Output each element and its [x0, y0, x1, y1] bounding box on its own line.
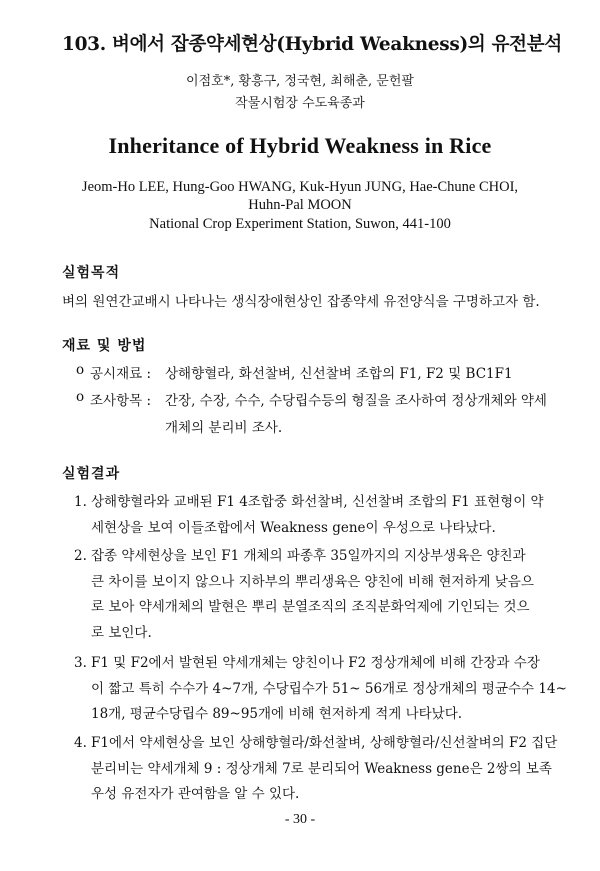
paper-title-english: Inheritance of Hybrid Weakness in Rice — [108, 133, 492, 158]
methods-item2-line1: 간장, 수장, 수수, 수당립수등의 형질을 조사하여 정상개체와 약세 — [165, 393, 547, 409]
results-item-line: 세현상을 보여 이들조합에서 Weakness gene이 우성으로 나타났다. — [91, 519, 496, 536]
affiliation-english: National Crop Experiment Station, Suwon, 441-100 — [149, 216, 451, 232]
results-item-line: 우성 유전자가 관여함을 알 수 있다. — [91, 786, 300, 802]
authors-english-line2: Huhn-Pal MOON — [248, 197, 352, 213]
results-item-line: F1에서 약세현상을 보인 상해향혈라/화선찰벼, 상해향혈라/신선찰벼의 F2 집단 — [91, 735, 558, 751]
results-item-line: 로 보아 약세개체의 발현은 뿌리 분열조직의 조직분화억제에 기인되는 것으 — [91, 599, 530, 615]
results-item-line: 로 보인다. — [91, 624, 152, 641]
results-item-line: 상해향혈라와 교배된 F1 4조합중 화선찰벼, 신선찰벼 조합의 F1 표현형이 약 — [91, 494, 544, 510]
results-item-1 — [74, 490, 554, 542]
results-item-number: 3. — [74, 655, 87, 671]
results-item-line: F1 및 F2에서 발현된 약세개체는 양친이나 F2 정상개체에 비해 간장과 수장 — [91, 655, 540, 671]
results-item-line: 분리비는 약세개체 9 : 정상개체 7로 분리되어 Weakness gene은 2쌍의 보족 — [91, 760, 552, 777]
results-item-line: 큰 차이를 보이지 않으나 지하부의 뿌리생육은 양친에 비해 현저하게 낮음으 — [91, 573, 534, 590]
results-item-line: 이 짧고 특히 수수가 4~7개, 수당립수가 51~ 56개로 정상개체의 평균수수 14~ — [91, 680, 567, 697]
page-number: - 30 - — [284, 812, 316, 827]
results-item-number: 2. — [74, 548, 87, 564]
results-item-4 — [74, 731, 558, 809]
methods-item1-bullet: o — [76, 362, 85, 378]
methods-heading: 재료 및 방법 — [62, 338, 147, 354]
methods-item2-bullet: o — [76, 389, 85, 405]
results-item-number: 1. — [74, 494, 87, 510]
paper-title-korean: 103. 벼에서 잡종약세현상(Hybrid Weakness)의 유전분석 — [62, 34, 562, 55]
purpose-heading: 실험목적 — [62, 265, 121, 281]
results-item-number: 4. — [74, 735, 87, 751]
results-item-3 — [74, 651, 567, 729]
affiliation-korean: 작물시험장 수도육종과 — [235, 96, 365, 111]
methods-item2-label: 조사항목 : — [90, 393, 152, 409]
results-item-line: 18개, 평균수당립수 89~95개에 비해 현저하게 적게 나타났다. — [91, 706, 463, 722]
results-item-2 — [74, 544, 554, 648]
methods-item1-text: 상해향혈라, 화선찰벼, 신선찰벼 조합의 F1, F2 및 BC1F1 — [165, 366, 513, 382]
authors-english-line1: Jeom-Ho LEE, Hung-Goo HWANG, Kuk-Hyun JUNG, Hae-Chune CHOI, — [81, 179, 519, 195]
purpose-text: 벼의 원연간교배시 나타나는 생식장애현상인 잡종약세 유전양식을 구명하고자 함. — [62, 294, 540, 310]
methods-item1-label: 공시재료 : — [90, 366, 152, 382]
results-item-line: 잡종 약세현상을 보인 F1 개체의 파종후 35일까지의 지상부생육은 양친과 — [91, 548, 526, 564]
authors-korean: 이점호*, 황흥구, 정국현, 최해춘, 문헌팔 — [186, 74, 414, 89]
results-heading: 실험결과 — [62, 466, 121, 482]
methods-item2-line2: 개체의 분리비 조사. — [165, 420, 283, 436]
